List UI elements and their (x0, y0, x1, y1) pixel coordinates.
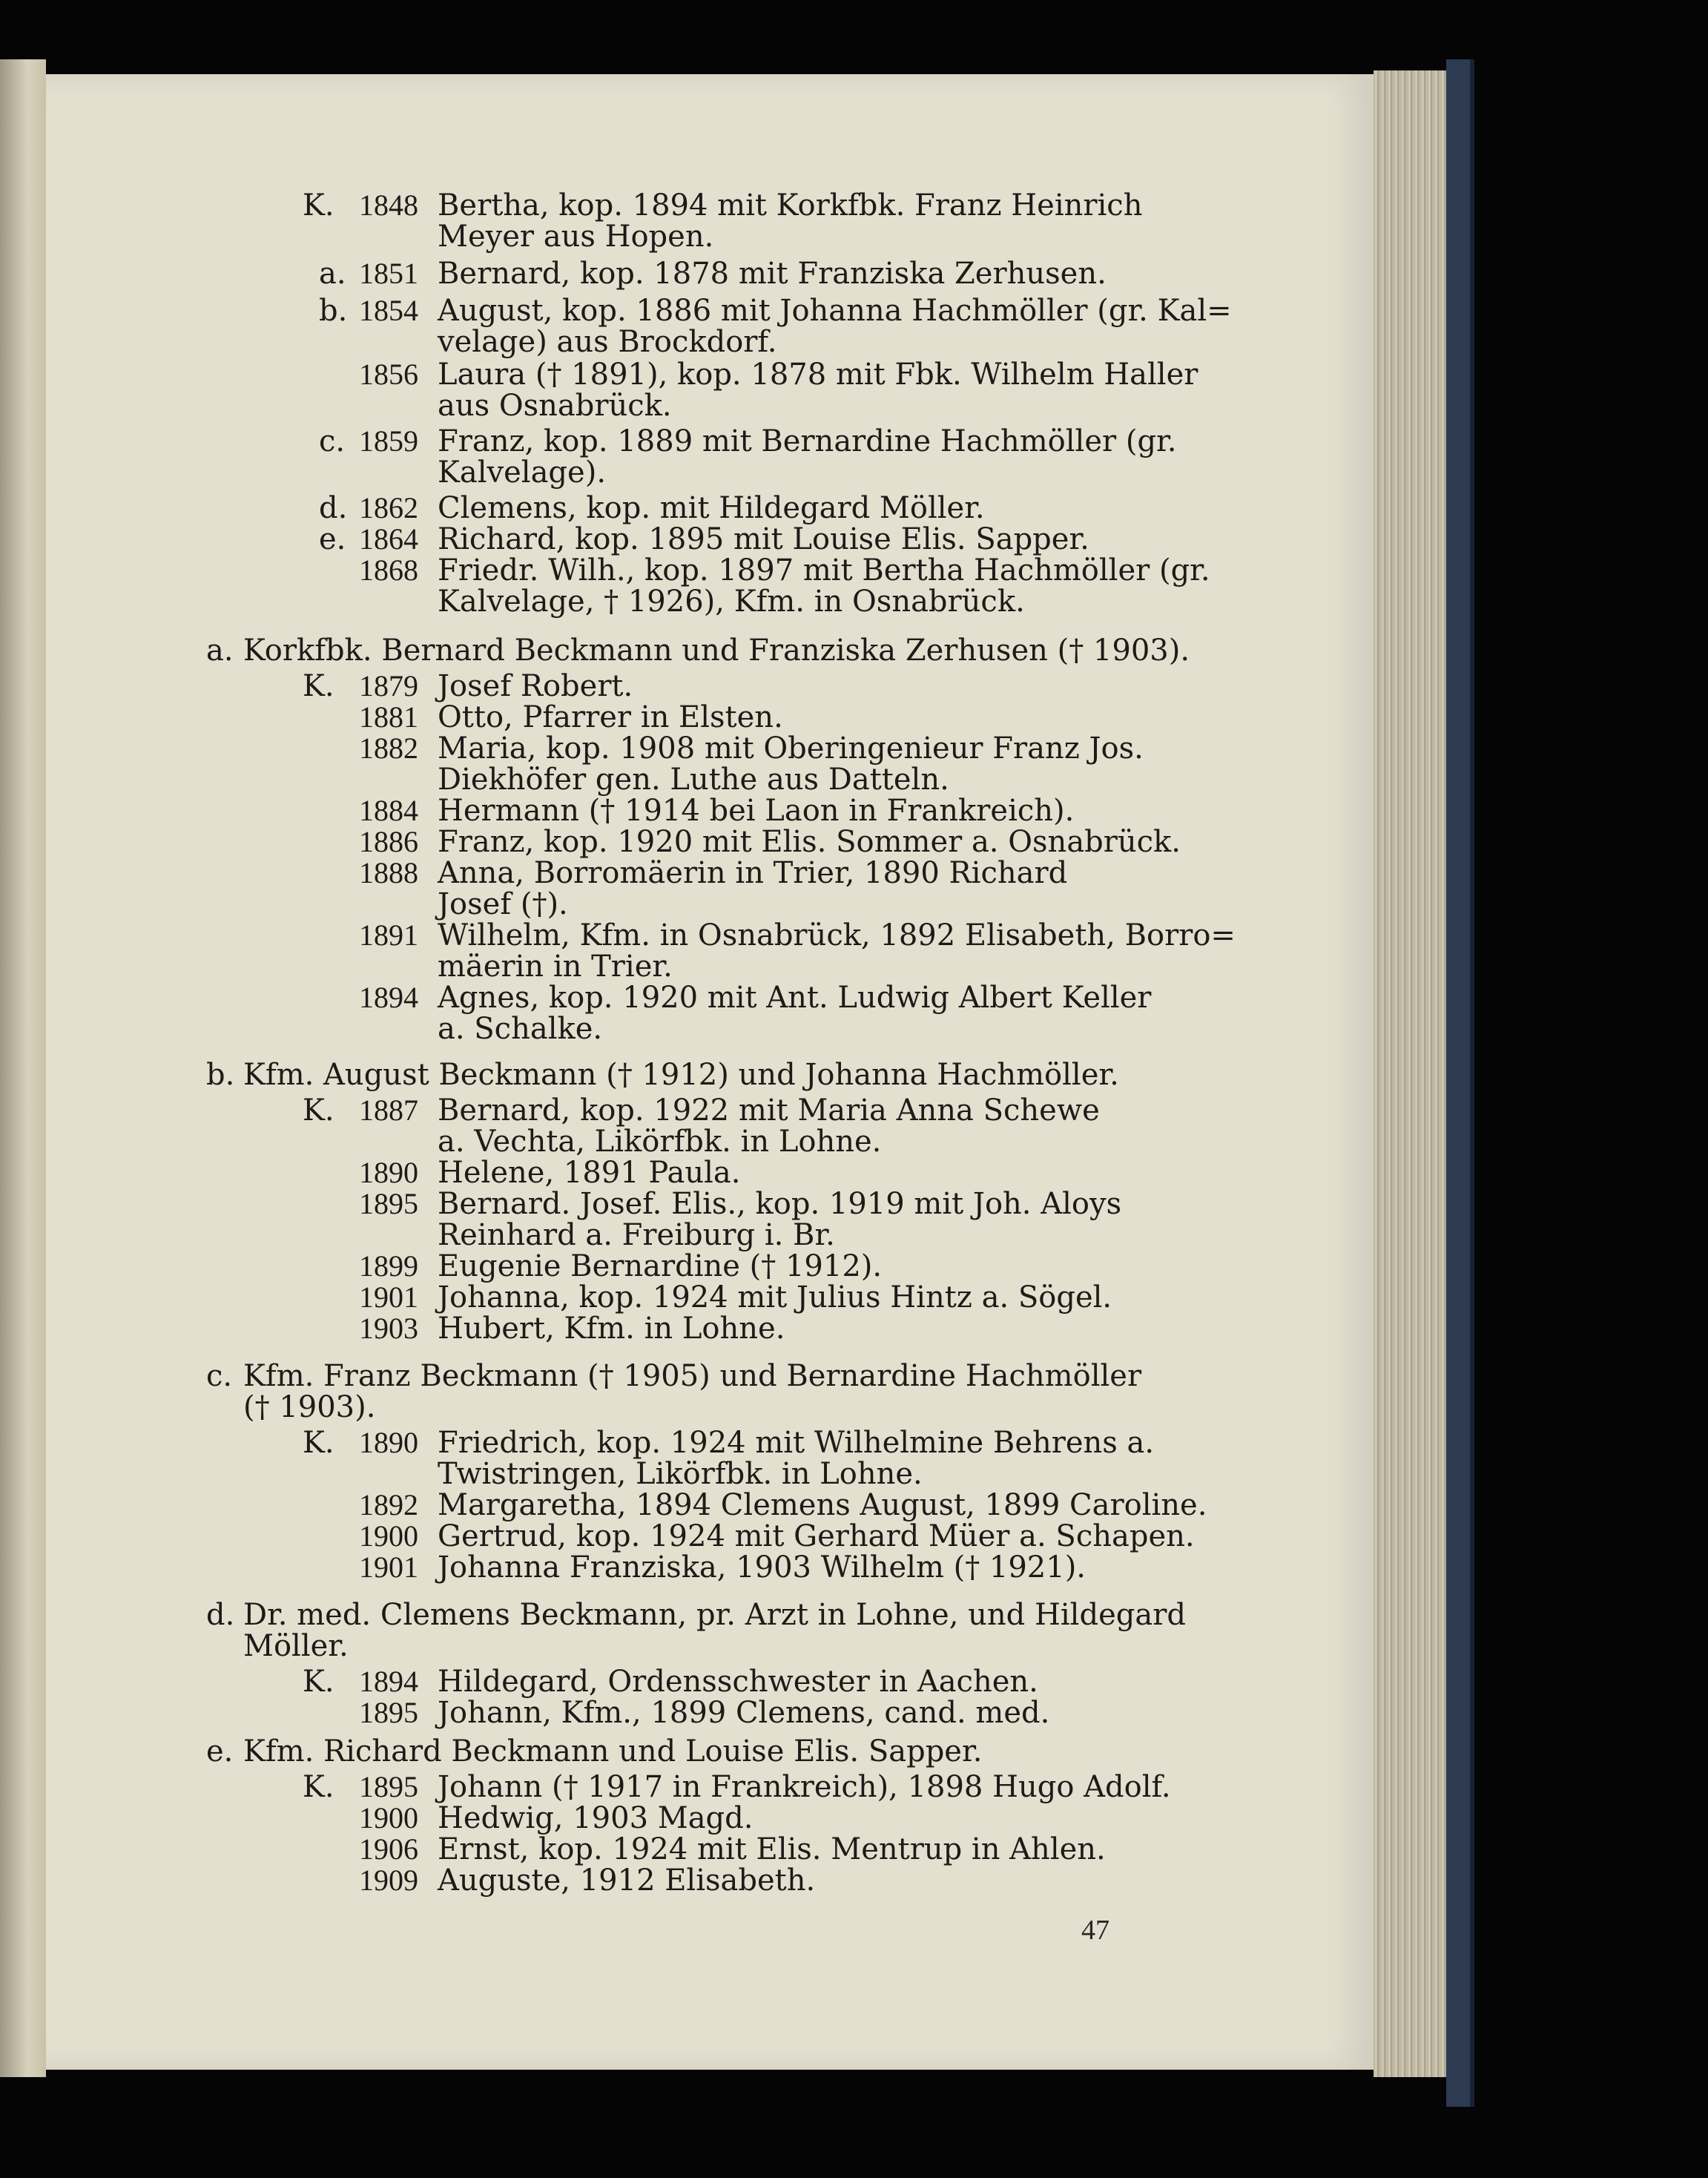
entry-text: Johann († 1917 in Frankreich), 1898 Hugo Adolf. (438, 1770, 1171, 1804)
entry-text: Clemens, kop. mit Hildegard Möller. (438, 491, 985, 525)
entry-label: K. (303, 1093, 334, 1128)
entry-year: 1895 (359, 1696, 418, 1729)
entry-text: Kalvelage). (438, 455, 607, 490)
entry-text: Twistringen, Likörfbk. in Lohne. (438, 1457, 923, 1491)
entry-year: 1886 (359, 825, 418, 858)
entry-year: 1909 (359, 1863, 418, 1897)
entry-year: 1901 (359, 1280, 418, 1314)
entry-text: Bernard. Josef. Elis., kop. 1919 mit Joh. Aloys (438, 1187, 1122, 1221)
entry-text: Maria, kop. 1908 mit Oberingenieur Franz Jos. (438, 731, 1144, 766)
entry-text: Bertha, kop. 1894 mit Korkfbk. Franz Heinrich (438, 188, 1143, 223)
entry-text: Agnes, kop. 1920 mit Ant. Ludwig Albert Keller (438, 981, 1152, 1015)
entry-text: Auguste, 1912 Elisabeth. (438, 1863, 816, 1898)
entry-text: Laura († 1891), kop. 1878 mit Fbk. Wilhelm Haller (438, 358, 1198, 392)
entry-year: 1848 (359, 188, 418, 222)
entry-label: K. (303, 669, 334, 703)
entry-label: b. (206, 1058, 235, 1092)
entry-text: Korkfbk. Bernard Beckmann und Franziska Zerhusen († 1903). (243, 634, 1190, 668)
entry-year: 1851 (359, 257, 418, 290)
entry-text: Margaretha, 1894 Clemens August, 1899 Caroline. (438, 1488, 1207, 1522)
entry-year: 1887 (359, 1093, 418, 1127)
entry-label: K. (303, 1770, 334, 1804)
entry-label: d. (206, 1598, 235, 1632)
entry-year: 1895 (359, 1187, 418, 1220)
entry-text: Meyer aus Hopen. (438, 220, 714, 254)
entry-year: 1891 (359, 918, 418, 952)
entry-label: e. (206, 1734, 234, 1769)
entry-year: 1892 (359, 1488, 418, 1521)
entry-text: Reinhard a. Freiburg i. Br. (438, 1218, 835, 1252)
entry-year: 1890 (359, 1426, 418, 1459)
entry-text: Diekhöfer gen. Luthe aus Datteln. (438, 763, 949, 797)
entry-text: Eugenie Bernardine († 1912). (438, 1249, 883, 1283)
entry-text: Kfm. Franz Beckmann († 1905) und Bernardine Hachmöller (243, 1359, 1142, 1393)
entry-label: e. (319, 522, 346, 556)
entry-year: 1890 (359, 1156, 418, 1189)
entry-text: velage) aus Brockdorf. (438, 325, 777, 359)
entry-year: 1906 (359, 1832, 418, 1866)
entry-text: Kfm. Richard Beckmann und Louise Elis. Sapper. (243, 1734, 983, 1769)
entry-year: 1900 (359, 1519, 418, 1553)
entry-label: d. (319, 491, 348, 525)
entry-label: a. (319, 257, 346, 291)
entry-year: 1881 (359, 700, 418, 734)
entry-text: Otto, Pfarrer in Elsten. (438, 700, 783, 734)
entry-year: 1900 (359, 1801, 418, 1835)
entry-year: 1895 (359, 1770, 418, 1803)
entry-text: Johanna, kop. 1924 mit Julius Hintz a. Sögel. (438, 1280, 1112, 1315)
entry-year: 1864 (359, 522, 418, 556)
entry-label: b. (319, 294, 348, 328)
entry-text: Josef Robert. (438, 669, 633, 703)
entry-year: 1899 (359, 1249, 418, 1283)
entry-text: Hedwig, 1903 Magd. (438, 1801, 754, 1835)
entry-text: Friedr. Wilh., kop. 1897 mit Bertha Hachmöller (gr. (438, 553, 1210, 588)
entry-year: 1862 (359, 491, 418, 524)
entry-text: August, kop. 1886 mit Johanna Hachmöller (gr. Kal= (438, 294, 1232, 328)
entry-text: Johann, Kfm., 1899 Clemens, cand. med. (438, 1696, 1050, 1730)
entry-text: († 1903). (243, 1390, 376, 1424)
entry-text: Franz, kop. 1889 mit Bernardine Hachmöller (gr. (438, 424, 1177, 458)
entry-text: Wilhelm, Kfm. in Osnabrück, 1892 Elisabeth, Borro= (438, 918, 1236, 953)
entry-text: Möller. (243, 1629, 349, 1663)
entry-text: a. Schalke. (438, 1012, 603, 1046)
entry-text: Franz, kop. 1920 mit Elis. Sommer a. Osnabrück. (438, 825, 1181, 859)
entry-text: Helene, 1891 Paula. (438, 1156, 741, 1190)
entry-year: 1856 (359, 358, 418, 391)
entry-text: Friedrich, kop. 1924 mit Wilhelmine Behrens a. (438, 1426, 1155, 1460)
entry-label: K. (303, 1426, 334, 1460)
entry-text: Kfm. August Beckmann († 1912) und Johanna Hachmöller. (243, 1058, 1119, 1092)
entry-label: K. (303, 188, 334, 223)
page-number: 47 (1081, 1915, 1109, 1946)
entry-text: mäerin in Trier. (438, 950, 673, 984)
entry-text: Anna, Borromäerin in Trier, 1890 Richard (438, 856, 1068, 890)
entry-text: Bernard, kop. 1878 mit Franziska Zerhusen. (438, 257, 1107, 291)
entry-year: 1879 (359, 669, 418, 703)
entry-text: Johanna Franziska, 1903 Wilhelm († 1921). (438, 1550, 1087, 1585)
entry-text: Hubert, Kfm. in Lohne. (438, 1312, 785, 1346)
entry-text: Hildegard, Ordensschwester in Aachen. (438, 1665, 1038, 1699)
entry-text: Kalvelage, † 1926), Kfm. in Osnabrück. (438, 585, 1025, 619)
entry-text: Gertrud, kop. 1924 mit Gerhard Müer a. Schapen. (438, 1519, 1195, 1553)
entry-year: 1884 (359, 794, 418, 827)
entry-text: Josef (†). (438, 887, 568, 921)
entry-year: 1903 (359, 1312, 418, 1345)
entry-text: Dr. med. Clemens Beckmann, pr. Arzt in Lohne, und Hildegard (243, 1598, 1186, 1632)
entry-text: aus Osnabrück. (438, 389, 672, 423)
entry-year: 1868 (359, 553, 418, 587)
entry-label: K. (303, 1665, 334, 1699)
entry-year: 1882 (359, 731, 418, 765)
entry-text: Ernst, kop. 1924 mit Elis. Mentrup in Ahlen. (438, 1832, 1106, 1866)
entry-text: Richard, kop. 1895 mit Louise Elis. Sapper. (438, 522, 1089, 556)
entry-label: c. (206, 1359, 233, 1393)
entry-year: 1894 (359, 1665, 418, 1698)
entry-year: 1901 (359, 1550, 418, 1584)
entry-text: a. Vechta, Likörfbk. in Lohne. (438, 1125, 882, 1159)
entry-text: Bernard, kop. 1922 mit Maria Anna Schewe (438, 1093, 1100, 1128)
entry-year: 1888 (359, 856, 418, 889)
entry-text: Hermann († 1914 bei Laon in Frankreich). (438, 794, 1075, 828)
entry-label: c. (319, 424, 346, 458)
entry-label: a. (206, 634, 234, 668)
entry-year: 1894 (359, 981, 418, 1014)
entry-year: 1859 (359, 424, 418, 458)
entry-year: 1854 (359, 294, 418, 327)
